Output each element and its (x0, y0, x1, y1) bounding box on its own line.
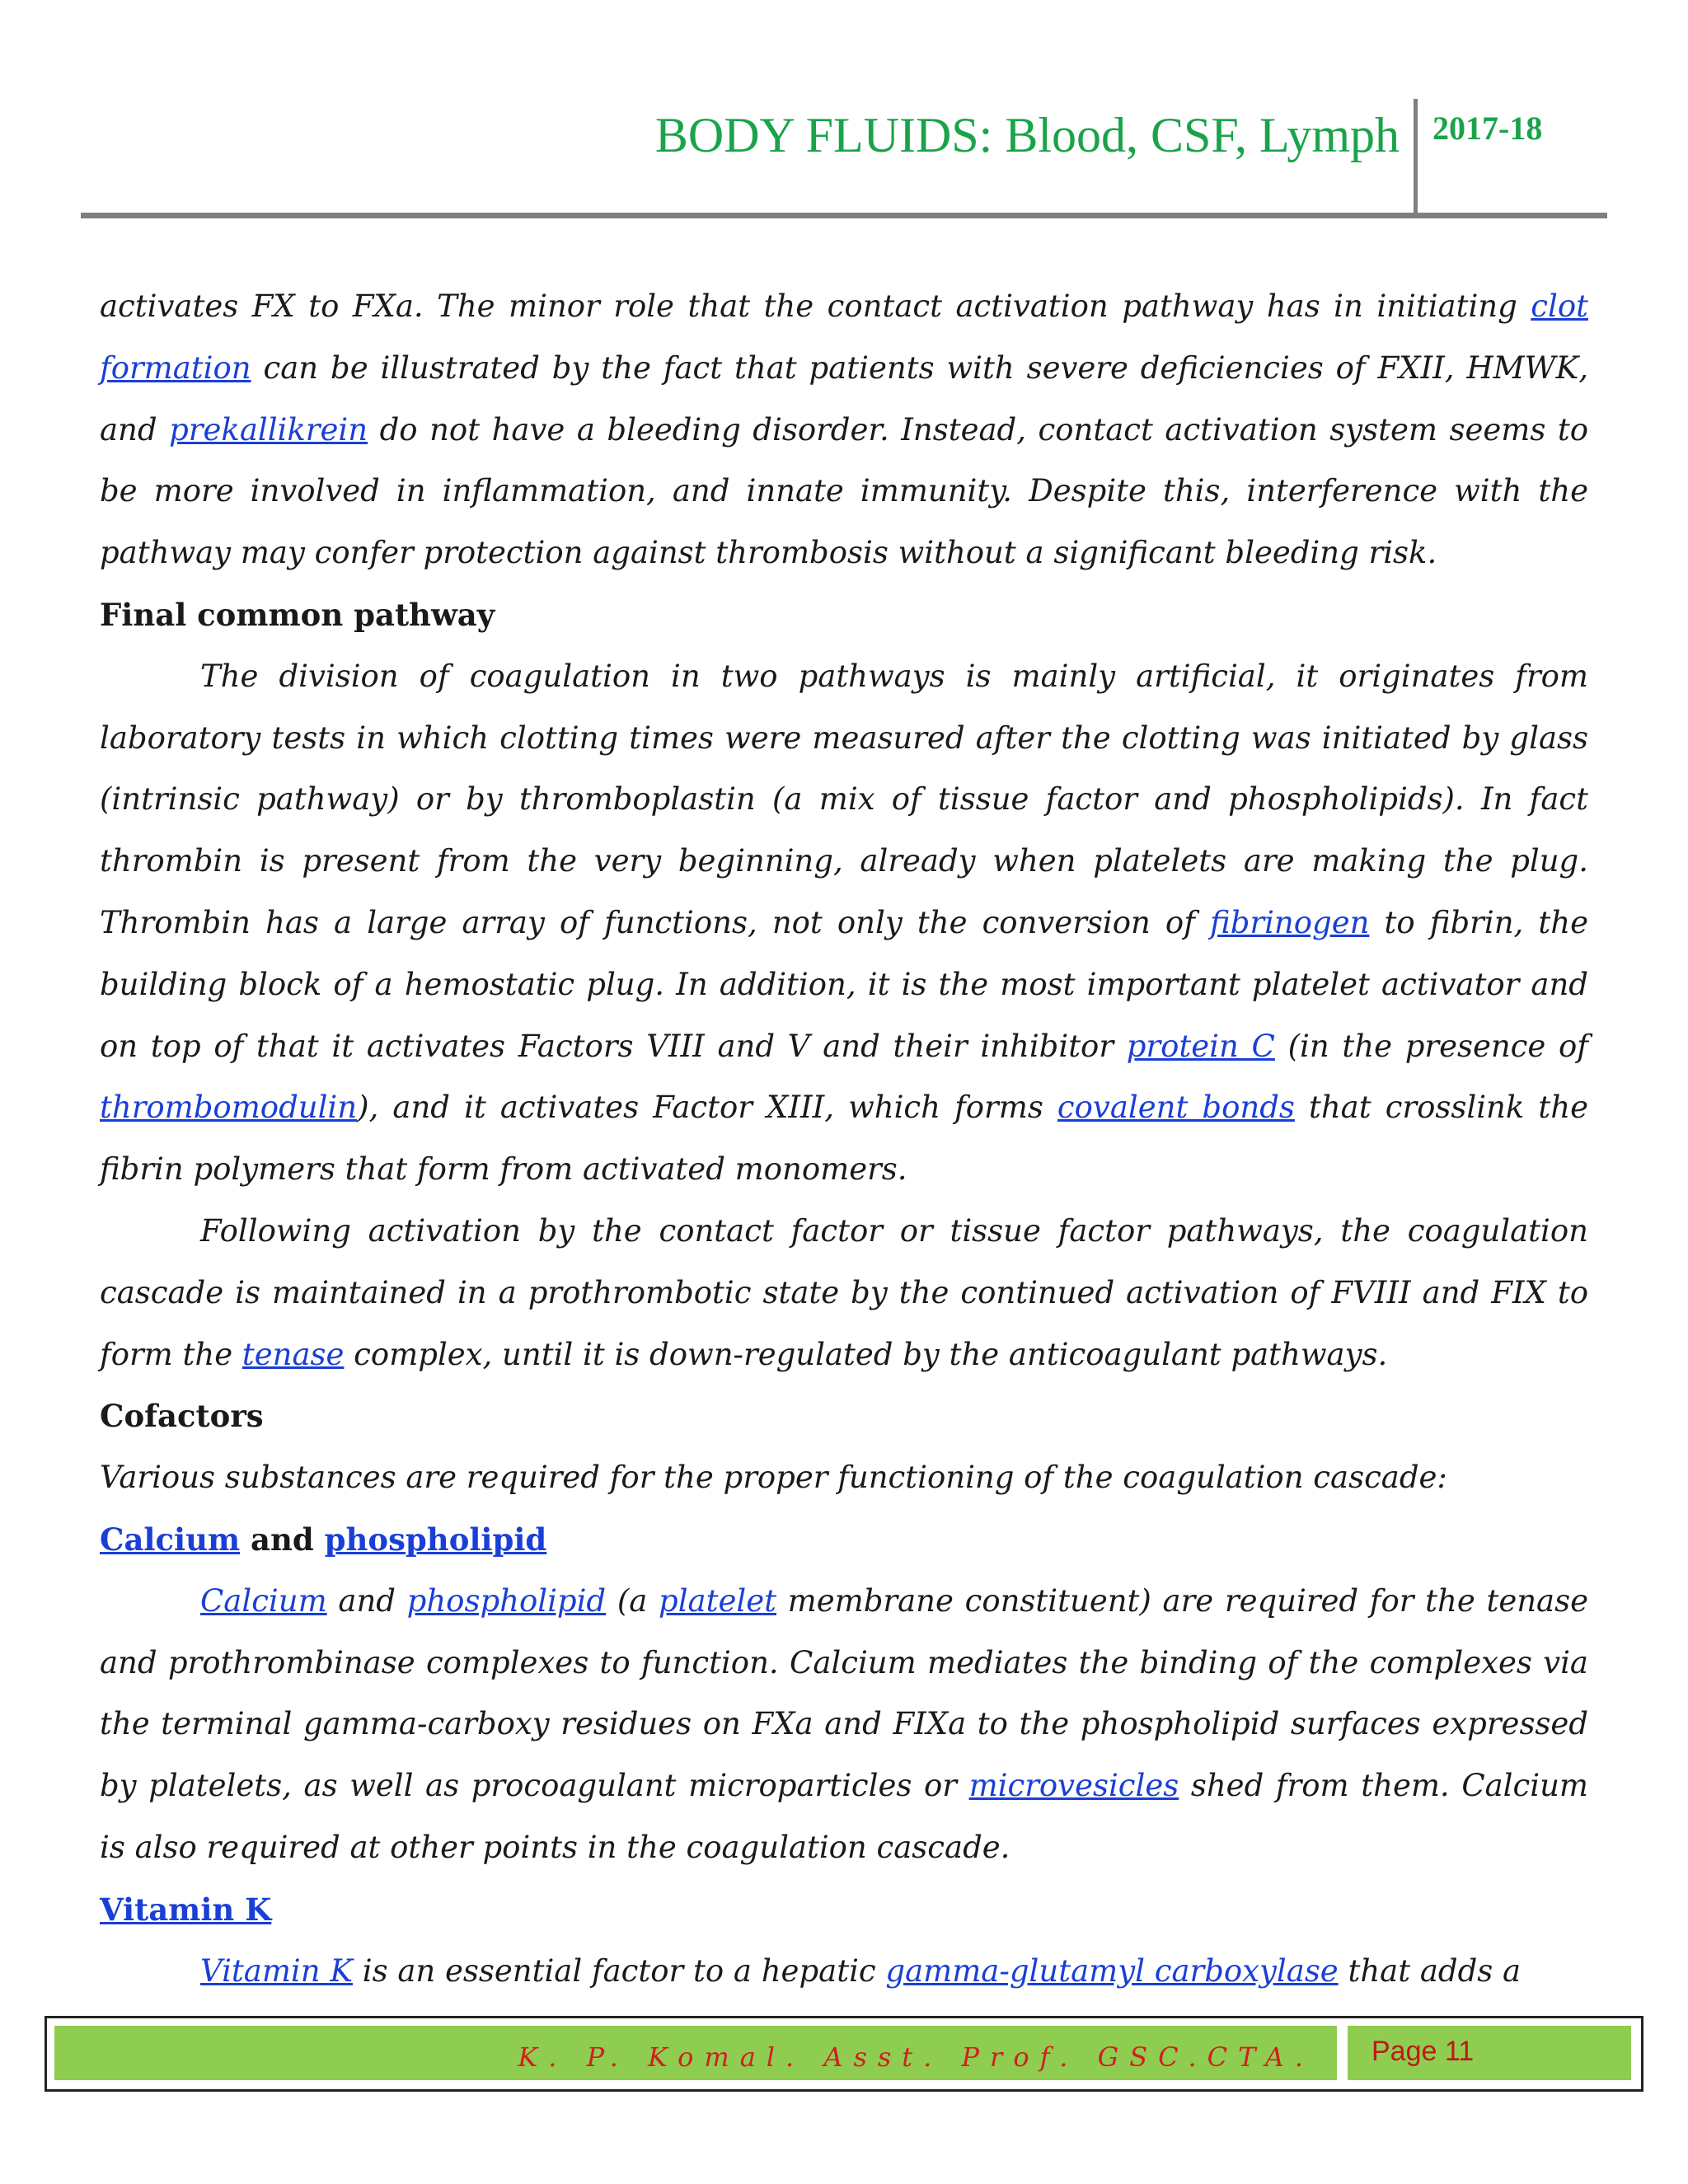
header-rule (81, 213, 1607, 218)
text-span: that crosslink the fibrin polymers that form from activated monomers. (100, 1090, 1588, 1188)
paragraph-cascade-maintenance (100, 1201, 1588, 1385)
link-calcium[interactable]: Calcium (200, 1582, 327, 1619)
text-span: can be illustrated by the fact that patients with severe deficiencies of FXII, HMWK, and (100, 349, 1588, 448)
text-span: to fibrin, the building block of a hemostatic plug. In addition, it is the most important platelet activator and on top of that it activates Factors VIII and V and their inhibitor (100, 904, 1589, 1064)
paragraph-calcium-phospholipid (100, 1571, 1588, 1879)
text-span: do not have a bleeding disorder. Instead, contact activation system seems to be more involved in inflammation, and innate immunity. Despite this, interference with the pathway may confer protection against thrombosis without a significant bleeding risk. (100, 411, 1589, 571)
document-year: 2017-18 (1432, 110, 1543, 147)
paragraph-final-pathway (100, 646, 1588, 1201)
link-phospholipid-heading[interactable]: phospholipid (324, 1521, 547, 1558)
link-covalent-bonds[interactable]: covalent bonds (1057, 1090, 1295, 1126)
link-prekallikrein[interactable]: prekallikrein (169, 411, 368, 448)
page-number: Page 11 (1372, 2036, 1475, 2067)
text-span: and (240, 1521, 325, 1558)
heading-cofactors: Cofactors (100, 1398, 264, 1435)
link-microvesicles[interactable]: microvesicles (968, 1768, 1179, 1804)
heading-vitamin-k (100, 1879, 1588, 1941)
text-span: has a large array of functions, not only the conversion of (250, 904, 1211, 940)
text-span: (in the presence of (1274, 1028, 1588, 1064)
link-gamma-glutamyl-carboxylase[interactable]: gamma-glutamyl carboxylase (885, 1952, 1339, 1989)
text-span: complex, until it is down-regulated by the anticoagulant pathways. (344, 1336, 1388, 1372)
link-vitamin-k[interactable]: Vitamin K (200, 1952, 353, 1989)
document-title: BODY FLUIDS: Blood, CSF, Lymph (654, 108, 1400, 162)
paragraph-vitamin-k (100, 1941, 1588, 2003)
link-phospholipid[interactable]: phospholipid (406, 1582, 607, 1619)
text-span: is an essential factor to a hepatic (352, 1952, 886, 1989)
paragraph-contact-activation (100, 276, 1588, 584)
link-thrombomodulin[interactable]: thrombomodulin (100, 1090, 358, 1126)
link-calcium-heading[interactable]: Calcium (100, 1521, 241, 1558)
header-divider (1414, 99, 1418, 214)
page-body (100, 276, 1588, 2002)
term-thrombin: Thrombin (100, 904, 251, 940)
text-span: The division of coagulation in two pathways is mainly artificial, it originates from laboratory tests in which clotting times were measured after the clotting was initiated by glass (intrinsic pathway) or by thromboplastin (a mix of tissue factor and phospholipids). In fact thrombin is present from the very beginning, already when platelets are making the plug. (100, 658, 1588, 879)
link-clot-formation[interactable]: clot formation (100, 288, 1588, 386)
text-span: membrane constituent) are required for the tenase and prothrombinase complexes to function. Calcium mediates the binding of the complexes via the terminal gamma-carboxy residues on FXa and FIXa to the phospholipid surfaces expressed by platelets, as well as procoagulant microparticles or (100, 1582, 1588, 1804)
footer-author: K. P. Komal. Asst. Prof. GSC.CTA. (518, 2041, 1314, 2073)
text-span: (a (606, 1582, 659, 1619)
text-span: ), and it activates Factor XIII, which forms (357, 1090, 1057, 1126)
paragraph-cofactors-intro: Various substances are required for the proper functioning of the coagulation cascade: (100, 1460, 1447, 1496)
heading-final-common-pathway: Final common pathway (100, 596, 495, 633)
text-span: activates FX to FXa. The minor role that the contact activation pathway has in initiating (100, 288, 1531, 324)
heading-calcium-phospholipid (100, 1509, 1588, 1571)
link-vitamin-k-heading[interactable]: Vitamin K (100, 1891, 272, 1928)
link-tenase[interactable]: tenase (241, 1336, 345, 1372)
link-fibrinogen[interactable]: fibrinogen (1210, 904, 1370, 940)
text-span: that adds a (1338, 1952, 1522, 1989)
text-span: shed from them. Calcium is also required at other points in the coagulation cascade. (100, 1768, 1588, 1865)
text-span: and (326, 1582, 407, 1619)
link-platelet[interactable]: platelet (659, 1582, 776, 1619)
text-span: Following activation by the contact factor or tissue factor pathways, the coagulation cascade is maintained in a prothrombotic state by the continued activation of FVIII and FIX to form the (100, 1212, 1588, 1372)
link-protein-c[interactable]: protein C (1126, 1028, 1275, 1064)
